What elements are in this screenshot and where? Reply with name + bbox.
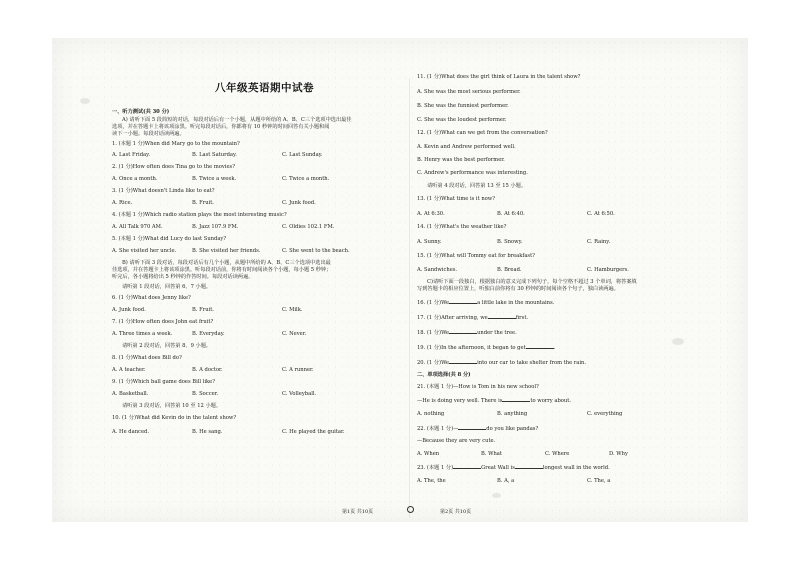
option[interactable]: B. Twice a week. <box>192 176 237 182</box>
question-23 <box>417 465 610 472</box>
question-text: to worry about. <box>530 398 571 404</box>
question-1: 1. (本题 1 分)When did Mary go to the mountain? <box>112 141 240 147</box>
option[interactable]: C. A runner. <box>282 367 314 373</box>
option[interactable]: B. Fruit. <box>192 200 214 206</box>
dialog-heading: 请听第 4 段对话，回答第 13 至 15 小题。 <box>427 183 527 189</box>
answer-blank[interactable] <box>526 345 554 349</box>
option[interactable]: A. Sunny. <box>417 239 442 245</box>
answer-blank[interactable] <box>502 398 530 402</box>
question-text: 23. (本题 1 分) <box>417 465 454 471</box>
option[interactable]: C. Rainy. <box>587 239 611 245</box>
scan-smudge <box>80 98 90 104</box>
option[interactable]: C. Milk. <box>282 307 303 313</box>
option[interactable]: B. Bread. <box>497 267 522 273</box>
option[interactable]: A. Once a month. <box>112 176 158 182</box>
option[interactable]: C. She went to the beach. <box>282 248 350 254</box>
question-text: 20. (1 分)We <box>417 360 450 366</box>
question-5: 5. (本题 1 分)What did Lucy do last Sunday? <box>112 236 227 242</box>
option[interactable]: C. Oldies 102.1 FM. <box>282 224 335 230</box>
question-4: 4. (本题 1 分)Which radio station plays the most interesting music? <box>112 212 287 218</box>
fill-question-20 <box>417 360 586 367</box>
question-21-line2 <box>417 398 571 405</box>
option[interactable]: A. Sandwiches. <box>417 267 458 273</box>
option[interactable]: A. Rice. <box>112 200 133 206</box>
question-text: 17. (1 分)After arriving, we <box>417 315 488 321</box>
answer-blank[interactable] <box>449 300 477 304</box>
option[interactable]: C. Junk food. <box>282 200 316 206</box>
question-text: do you like pandas? <box>486 426 539 432</box>
sectionC-intro: 写到答题卡的相应位置上，听独白前你将有 30 秒钟的时间阅读各个句子，独白读两遍。 <box>417 286 619 292</box>
option[interactable]: B. Henry was the best performer. <box>417 157 505 163</box>
question-text: into our car to take shelter from the rain. <box>477 360 587 366</box>
question-8: 8. (1 分)What does Bill do? <box>112 355 182 361</box>
question-text: first. <box>515 315 529 321</box>
question-text: . <box>553 345 556 351</box>
sectionB-intro: B) 请听下面 3 段对话，每段对话后有几个小题，从题中所给的 A、B、C三个选项中选出最 <box>122 260 331 266</box>
option[interactable]: B. Soccer. <box>192 391 219 397</box>
question-15: 15. (1 分)What will Tommy eat for breakfast? <box>417 253 535 259</box>
option[interactable]: A. Kevin and Andrew performed well. <box>417 144 516 150</box>
question-text: a little lake in the mountains. <box>477 300 555 306</box>
question-6: 6. (1 分)What does Jenny like? <box>112 295 191 301</box>
option[interactable]: C. He played the guitar. <box>282 429 345 435</box>
option[interactable]: B. A doctor. <box>192 367 223 373</box>
option[interactable]: A. Three times a week. <box>112 331 173 337</box>
question-22 <box>417 426 538 433</box>
option[interactable]: C. Hamburgers. <box>587 267 629 273</box>
option[interactable]: B. At 6:40. <box>497 211 525 217</box>
option[interactable]: B. She was the funniest performer. <box>417 103 509 109</box>
question-text: under the tree. <box>477 330 517 336</box>
option[interactable]: A. nothing <box>417 411 445 417</box>
answer-blank[interactable] <box>449 360 477 364</box>
fill-question-19 <box>417 345 555 352</box>
answer-blank[interactable] <box>449 330 477 334</box>
question-3: 3. (1 分)What doesn't Linda like to eat? <box>112 188 215 194</box>
binding-hole-icon <box>407 506 414 513</box>
question-text: 16. (1 分)We <box>417 300 450 306</box>
answer-blank[interactable] <box>515 465 543 469</box>
option[interactable]: C. Volleyball. <box>282 391 317 397</box>
option[interactable]: B. Everyday. <box>192 331 225 337</box>
exam-sheet <box>52 38 748 522</box>
question-14: 14. (1 分)What's the weather like? <box>417 224 507 230</box>
question-22-reply: —Because they are very cute. <box>417 438 496 444</box>
sectionC-intro: C)请听下面一段独白，根据独白的意义完成下列句子，每个空格不超过 3 个单词，将答案填 <box>427 279 637 285</box>
option[interactable]: B. A, a <box>497 478 515 484</box>
question-9: 9. (1 分)Which ball game does Bill like? <box>112 379 216 385</box>
option[interactable]: B. anything <box>497 411 528 417</box>
option[interactable]: B. He sang. <box>192 429 223 435</box>
option[interactable]: A. A teacher. <box>112 367 146 373</box>
column-divider <box>409 78 410 518</box>
option[interactable]: A. When <box>417 451 440 457</box>
question-text: 19. (1 分)In the afternoon, it began to get <box>417 345 526 351</box>
question-2: 2. (1 分)How often does Tina go to the movies? <box>112 164 235 170</box>
question-12: 12. (1 分)What can we get from the conversation? <box>417 130 548 136</box>
section1-intro: 选项，并在答题卡上将该项涂黑。听完每段对话后，你都将有 10 秒钟的时间回答有关小题和阅 <box>112 124 330 130</box>
option[interactable]: A. The, the <box>417 478 446 484</box>
fill-question-16 <box>417 300 554 307</box>
question-21: 21. (本题 1 分)—How is Tom in his new school? <box>417 384 539 390</box>
option[interactable]: A. She was the most serious performer. <box>417 89 521 95</box>
question-text: —He is doing very well. There is <box>417 398 503 404</box>
dialog-heading: 请听第 1 段对话，回答第 6、7 小题。 <box>122 284 212 290</box>
question-text: 22. (本题 1 分)— <box>417 426 459 432</box>
section1-intro: 读下一小题。每段对话读两遍。 <box>112 131 185 137</box>
option[interactable]: A. Last Friday. <box>112 152 151 158</box>
option[interactable]: A. All Talk 970 AM. <box>112 224 163 230</box>
page-footer-right: 第2页 共10页 <box>440 509 472 515</box>
sectionB-intro: 听完后，各小题将给出 5 秒钟的作答时间。每段对话读两遍。 <box>112 274 254 280</box>
option[interactable]: A. She visited her uncle. <box>112 248 177 254</box>
option[interactable]: A. Junk food. <box>112 307 146 313</box>
option[interactable]: B. Snowy. <box>497 239 523 245</box>
answer-blank[interactable] <box>488 315 516 319</box>
scan-smudge <box>492 493 501 498</box>
answer-blank[interactable] <box>458 426 486 430</box>
question-text: longest wall in the world. <box>542 465 610 471</box>
fill-question-17 <box>417 315 528 322</box>
fill-question-18 <box>417 330 517 337</box>
option[interactable]: B. What <box>481 451 502 457</box>
option[interactable]: C. everything <box>587 411 623 417</box>
option[interactable]: C. Twice a month. <box>282 176 330 182</box>
question-7: 7. (1 分)How often does John eat fruit? <box>112 319 214 325</box>
option[interactable]: C. Last Sunday. <box>282 152 323 158</box>
page-title: 八年级英语期中试卷 <box>215 82 314 94</box>
option[interactable]: B. Fruit. <box>192 307 214 313</box>
option[interactable]: C. At 6:50. <box>587 211 615 217</box>
option[interactable]: C. Never. <box>282 331 307 337</box>
section1-intro: A) 请听下面 5 段简短的对话，每段对话后有一个小题，从题中所给的 A、B、C三个选项中选出最佳 <box>122 117 352 123</box>
answer-blank[interactable] <box>453 465 481 469</box>
option[interactable]: C. She was the loudest performer. <box>417 117 507 123</box>
question-13: 13. (1 分)What time is it now? <box>417 196 496 202</box>
sectionB-intro: 佳选项，并在答题卡上将该项涂黑。听每段对话前，你将有时间阅读各个小题，每小题 5 秒钟； <box>112 267 332 273</box>
option[interactable]: A. At 6:30. <box>417 211 445 217</box>
question-11: 11. (1 分)What does the girl think of Laura in the talent show? <box>417 74 581 80</box>
section1-heading: 一、听力测试(共 30 分) <box>112 109 170 115</box>
question-text: Great Wall is <box>481 465 515 471</box>
dialog-heading: 请听第 2 段对话，回答第 8、9 小题。 <box>122 343 212 349</box>
option[interactable]: D. Why <box>609 451 628 457</box>
page-footer-left: 第1页 共10页 <box>342 509 374 515</box>
option[interactable]: A. Basketball. <box>112 391 149 397</box>
option[interactable]: A. He danced. <box>112 429 149 435</box>
option[interactable]: B. She visited her friends. <box>192 248 261 254</box>
section2-heading: 二、单项选择(共 8 分) <box>417 372 471 378</box>
option[interactable]: C. The, a <box>587 478 611 484</box>
question-10: 10. (1 分)What did Kevin do in the talent show? <box>112 415 237 421</box>
option[interactable]: B. Jazz 107.9 FM. <box>192 224 239 230</box>
dialog-heading: 请听第 3 段对话，回答第 10 至 12 小题。 <box>122 403 222 409</box>
option[interactable]: B. Last Saturday. <box>192 152 237 158</box>
question-text: 18. (1 分)We <box>417 330 450 336</box>
scan-smudge <box>672 338 684 345</box>
option[interactable]: C. Where <box>545 451 570 457</box>
option[interactable]: C. Andrew's performance was interesting. <box>417 170 528 176</box>
